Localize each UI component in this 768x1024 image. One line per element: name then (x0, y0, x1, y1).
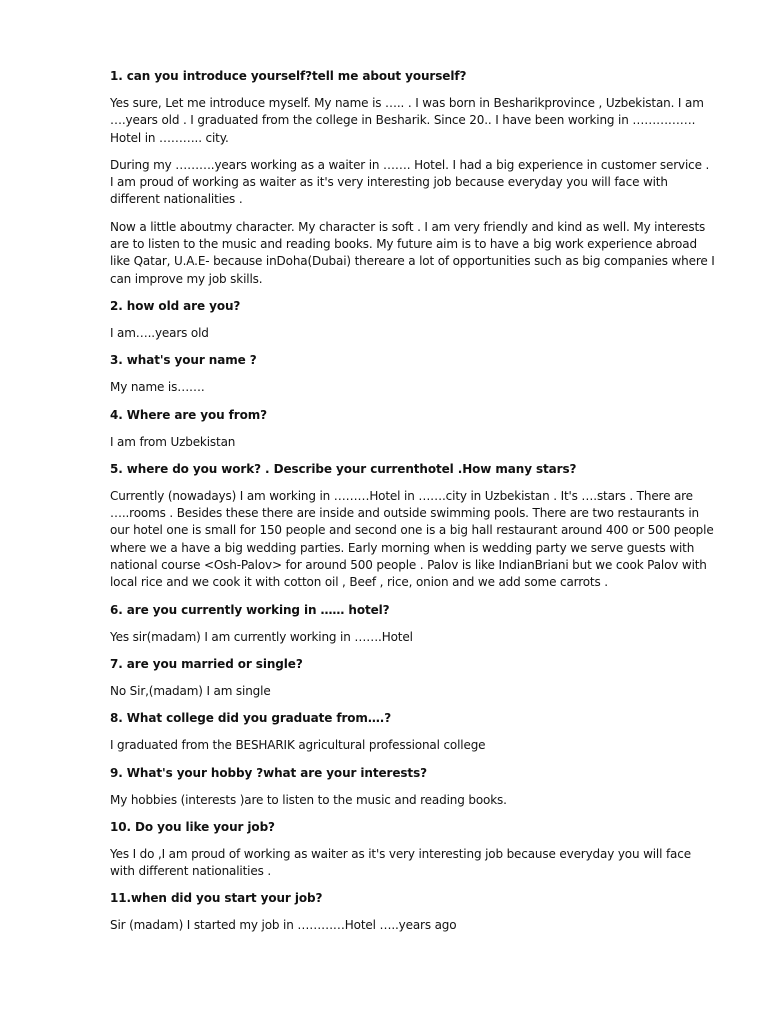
answer-4 (110, 434, 715, 451)
answer-paragraph: I am from Uzbekistan (110, 434, 236, 449)
answer-paragraph: I graduated from the BESHARIK agricultural professional college (110, 738, 486, 753)
answer-9 (110, 792, 715, 809)
answer-11 (110, 917, 715, 934)
answer-3 (110, 379, 715, 396)
answer-paragraph: Yes sure, Let me introduce myself. My name is ….. . I was born in Besharikprovince , Uzbekistan. I am ….years old . I graduated from the college in Besharik. Since 20.. I have been working in ……………. Hotel in ……….. city. (110, 96, 704, 145)
answer-paragraph: Now a little aboutmy character. My character is soft . I am very friendly and kind as well. My interests are to listen to the music and reading books. My future aim is to have a big work experience abroad like Qatar, U.A.E- because inDoha(Dubai) thereare a lot of opportunities such as big companies where I can improve my job skills. (110, 219, 715, 286)
answer-paragraph: Sir (madam) I started my job in …………Hotel …..years ago (110, 918, 457, 933)
answer-paragraph: Yes sir(madam) I am currently working in …….Hotel (110, 629, 413, 644)
answer-1 (110, 95, 715, 288)
answer-paragraph: During my ……….years working as a waiter in ……. Hotel. I had a big experience in customer service . I am proud of working as waiter as it's very interesting job because everyday you will face with different nationalities . (110, 157, 710, 207)
question-3: 3. what's your name ? (110, 353, 257, 368)
question-5: 5. where do you work? . Describe your currenthotel .How many stars? (110, 461, 577, 476)
answer-8 (110, 737, 715, 754)
question-8: 8. What college did you graduate from….? (110, 711, 392, 726)
answer-5 (110, 488, 715, 592)
answer-10 (110, 846, 715, 881)
question-11: 11.when did you start your job? (110, 891, 323, 906)
question-7: 7. are you married or single? (110, 656, 303, 671)
question-9: 9. What's your hobby ?what are your interests? (110, 765, 427, 780)
answer-paragraph: Yes I do ,I am proud of working as waiter as it's very interesting job because everyday you will face with different nationalities . (110, 846, 691, 879)
question-2: 2. how old are you? (110, 298, 241, 313)
answer-6 (110, 629, 715, 646)
answer-paragraph: No Sir,(madam) I am single (110, 683, 271, 698)
answer-paragraph: Currently (nowadays) I am working in ………Hotel in …….city in Uzbekistan . It's ….stars . There are …..rooms . Besides these there are inside and outside swimming pools. There are two restaurants in our hotel one is small for 150 people and second one is a big hall restaurant around 400 or 500 people where we a have a big wedding parties. Early morning when is wedding party we serve guests with national course <Osh-Palov> for around 500 people . Palov is like IndianBriani but we cook Palov with local rice and we cook it with cotton oil , Beef , rice, onion and we add some carrots . (110, 488, 714, 590)
answer-paragraph: My name is……. (110, 380, 205, 395)
answer-paragraph: I am…..years old (110, 325, 209, 340)
question-6: 6. are you currently working in …… hotel? (110, 602, 390, 617)
question-10: 10. Do you like your job? (110, 819, 275, 834)
answer-paragraph: My hobbies (interests )are to listen to the music and reading books. (110, 792, 507, 807)
answer-2 (110, 325, 715, 342)
document-page (110, 68, 715, 945)
question-4: 4. Where are you from? (110, 407, 268, 422)
question-1: 1. can you introduce yourself?tell me about yourself? (110, 69, 467, 83)
answer-7 (110, 683, 715, 700)
